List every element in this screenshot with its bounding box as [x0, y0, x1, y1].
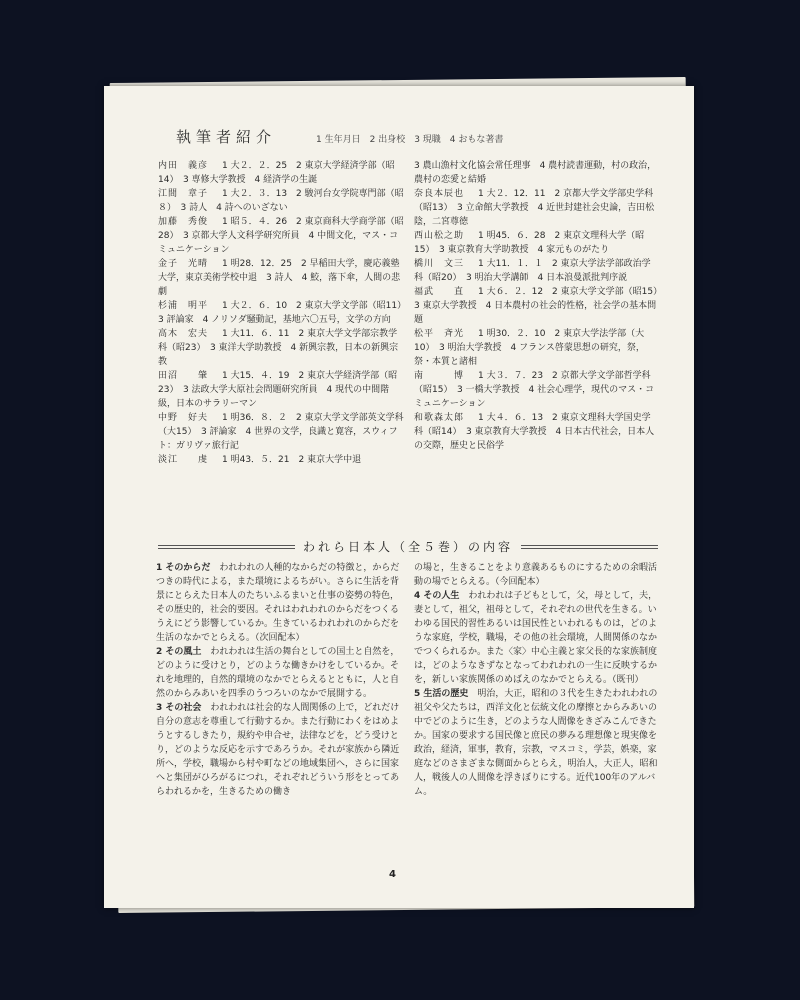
author-name: 田沼 肇	[158, 371, 209, 381]
author-name: 内田 義彦	[158, 161, 209, 171]
author-details: 3 農山漁村文化協会常任理事 4 農村読書運動，村の政治，農村の恋愛と結婚	[414, 161, 657, 185]
author-entry	[414, 229, 658, 257]
author-entry	[158, 411, 404, 453]
volume-text: 明治，大正，昭和の３代を生きたわれわれの祖父や父たちは，西洋文化と伝統文化の摩擦とからみあいの中でどのように生き，どのような人間像をきざみこんできたか。国家の要求する国民像と庶民の夢みる理想像と現実像を政治，経済，軍事，教育，宗教，マスコミ，学芸，娯楽，家庭などのさまざまな側面からとらえ，明治人，大正人，昭和人，戦後人の人間像を浮きぼりにする。近代100年のアルバム。	[414, 689, 658, 797]
page-header	[176, 130, 646, 150]
author-name: 奈良本辰也	[414, 189, 465, 199]
author-entry	[158, 453, 404, 467]
volume-text: われわれは子どもとして，父，母として，夫，妻として，祖父，祖母として，それぞれの世代を生きる。いわゆる国民的習性あるいは国民性といわれるものは，どのような家庭，学校，職場，その他の社会環境，人間関係のなかでつくられるか。また〈家〉中心主義と家父長的な家族制度は，どのようなきずなとなってわれわれの一生に反映するかを，新しい家族関係のめばえのなかでとらえる。（既刊）	[414, 591, 658, 685]
author-entry	[158, 159, 404, 187]
series-title: われら日本人（全５巻）の内容	[303, 540, 514, 554]
banner-rule-left	[158, 545, 295, 549]
author-name: 高木 宏夫	[158, 329, 209, 339]
author-entry	[158, 327, 404, 369]
author-name: 杉浦 明平	[158, 301, 209, 311]
author-name: 西山松之助	[414, 231, 465, 241]
author-entry-continued	[414, 159, 658, 187]
pamphlet-page	[104, 86, 694, 908]
volume-description-continued	[414, 561, 662, 589]
author-details: 1 大２．６．10 2 東京大学文学部（昭11） 3 評論家 4 ノリソダ騒動記，基地六〇五号，文学の方向	[158, 301, 411, 325]
author-details: 1 大２．２．25 2 東京大学経済学部（昭14） 3 専修大学教授 4 経済学の生誕	[158, 161, 395, 185]
volume-text: われわれは社会的な人間関係の上で，どれだけ自分の意志を尊重して行動するか。また行動にわくをはめようとするしきたり，規約や申合せ，法律などを，どう受けとり，どのような反応を示すであろうか。それが家族から隣近所へ，学校，職場から村や町などの地域集団へ，さらに国家へと集団がひろがるにつれ，それぞれどういう形をとってあらわれるかを，生きるための働き	[156, 703, 400, 797]
series-banner	[158, 538, 658, 556]
author-name: 江間 章子	[158, 189, 209, 199]
author-details: 1 明45．６．28 2 東京文理科大学（昭15） 3 東京教育大学助教授 4 家元ものがたり	[414, 231, 645, 255]
author-entry	[158, 257, 404, 299]
volume-heading: 3 その社会	[156, 703, 202, 713]
author-details: 1 明43．５．21 2 東京大学中退	[222, 455, 362, 465]
volume-description	[414, 589, 662, 687]
author-entry	[414, 369, 658, 411]
author-name: 和歌森太郎	[414, 413, 465, 423]
author-entry	[414, 257, 658, 285]
author-name: 加藤 秀俊	[158, 217, 209, 227]
author-name: 福武 直	[414, 287, 465, 297]
author-details: 1 大２．12．11 2 京都大学文学部史学科（昭13） 3 立命館大学教授 4 近世封建社会史論，吉田松陰，二宮尊徳	[414, 189, 655, 227]
author-entry	[158, 299, 411, 327]
banner-rule-right	[521, 545, 658, 549]
contents-left-column	[156, 561, 406, 861]
volume-text: われわれの人種的なからだの特徴と，からだつきの時代による，また環境によるちがい。さらに生活を背景にとらえた日本人のたちいふるまいと仕事の姿勢の特色，その歴史的，社会的要因。それはわれわれのからだをつくるうえにどう影響しているか。生きているわれわれのからだを生活のなかでとらえる。（次回配本）	[156, 563, 400, 643]
author-details: 1 大２．３．13 2 駿河台女学院専門部（昭８） 3 詩人 4 詩へのいざない	[158, 189, 404, 213]
author-name: 金子 光晴	[158, 259, 209, 269]
volume-heading: 2 その風土	[156, 647, 202, 657]
author-details: 1 大15．４．19 2 東京大学経済学部（昭23） 3 法政大学大原社会問題研究所員 4 現代の中間階級，日本のサラリーマン	[158, 371, 398, 409]
volume-heading: 5 生活の歴史	[414, 689, 469, 699]
volume-text: われわれは生活の舞台としての国土と自然を，どのように受けとり，どのような働きかけをしているか。それを地理的，自然的環境のなかでとらえるとともに，人と自然のからみあいを四季のうつろいのなかで展開する。	[156, 647, 400, 699]
author-details: 1 昭５．４．26 2 東京商科大学商学部（昭28） 3 京都大学人文科学研究所員 4 中間文化，マス・コミュニケーション	[158, 217, 404, 255]
author-details: 1 大３．７．23 2 京都大学文学部哲学科（昭15） 3 一橋大学教授 4 社会心理学，現代のマス・コミュニケーション	[414, 371, 655, 409]
contents-right-column	[414, 561, 662, 861]
volume-description	[414, 687, 662, 799]
volume-text: の場と，生きることをより意義あるものにするための余暇活動の場でとらえる。（今回配本）	[414, 563, 658, 587]
author-details: 1 明30．２．10 2 東京大学法学部（大10） 3 明治大学教授 4 フランス啓蒙思想の研究，祭，祭・本質と諸相	[414, 329, 645, 367]
author-details: 1 大11．６．11 2 東京大学文学部宗教学科（昭23） 3 東洋大学助教授 4 新興宗教，日本の新興宗教	[158, 329, 399, 367]
author-details: 1 大４．６．13 2 東京文理科大学国史学科（昭14） 3 東京教育大学教授 4 日本古代社会，日本人の交際，歴史と民俗学	[414, 413, 655, 451]
author-name: 南 博	[414, 371, 465, 381]
author-entry	[414, 187, 658, 229]
author-entry	[414, 285, 667, 327]
author-entry	[158, 187, 404, 215]
author-details: 1 明36．８．２ 2 東京大学文学部英文学科（大15） 3 評論家 4 世界の文学，良識と寛容，スウィフト：ガリヴァ旅行記	[158, 413, 404, 451]
volume-heading: 4 その人生	[414, 591, 460, 601]
author-entry	[414, 327, 658, 369]
legend-key: 1 生年月日 2 出身校 3 現職 4 おもな著書	[316, 135, 504, 145]
volume-description	[156, 561, 406, 645]
page-title: 執筆者紹介	[176, 128, 277, 146]
author-name: 淡江 虔	[158, 455, 209, 465]
author-details: 1 大11．１．１ 2 東京大学法学部政治学科（昭20） 3 明治大学講師 4 日本浪曼派批判序説	[414, 259, 651, 283]
author-entry	[158, 369, 404, 411]
author-details: 1 大６．２．12 2 東京大学文学部（昭15） 3 東京大学教授 4 日本農村の社会的性格，社会学の基本問題	[414, 287, 667, 325]
volume-description	[156, 645, 406, 701]
author-details: 1 明28．12．25 2 早稲田大学，慶応義塾大学，東京美術学校中退 3 詩人 4 鮫，落下傘，人間の悲劇	[158, 259, 401, 297]
author-entry	[414, 411, 658, 453]
volume-heading: 1 そのからだ	[156, 563, 211, 573]
author-entry	[158, 215, 404, 257]
author-name: 松平 斉光	[414, 329, 465, 339]
page-number: 4	[389, 869, 396, 880]
volume-description	[156, 701, 406, 799]
author-name: 橋川 文三	[414, 259, 465, 269]
authors-right-column	[414, 159, 667, 579]
author-name: 中野 好夫	[158, 413, 209, 423]
